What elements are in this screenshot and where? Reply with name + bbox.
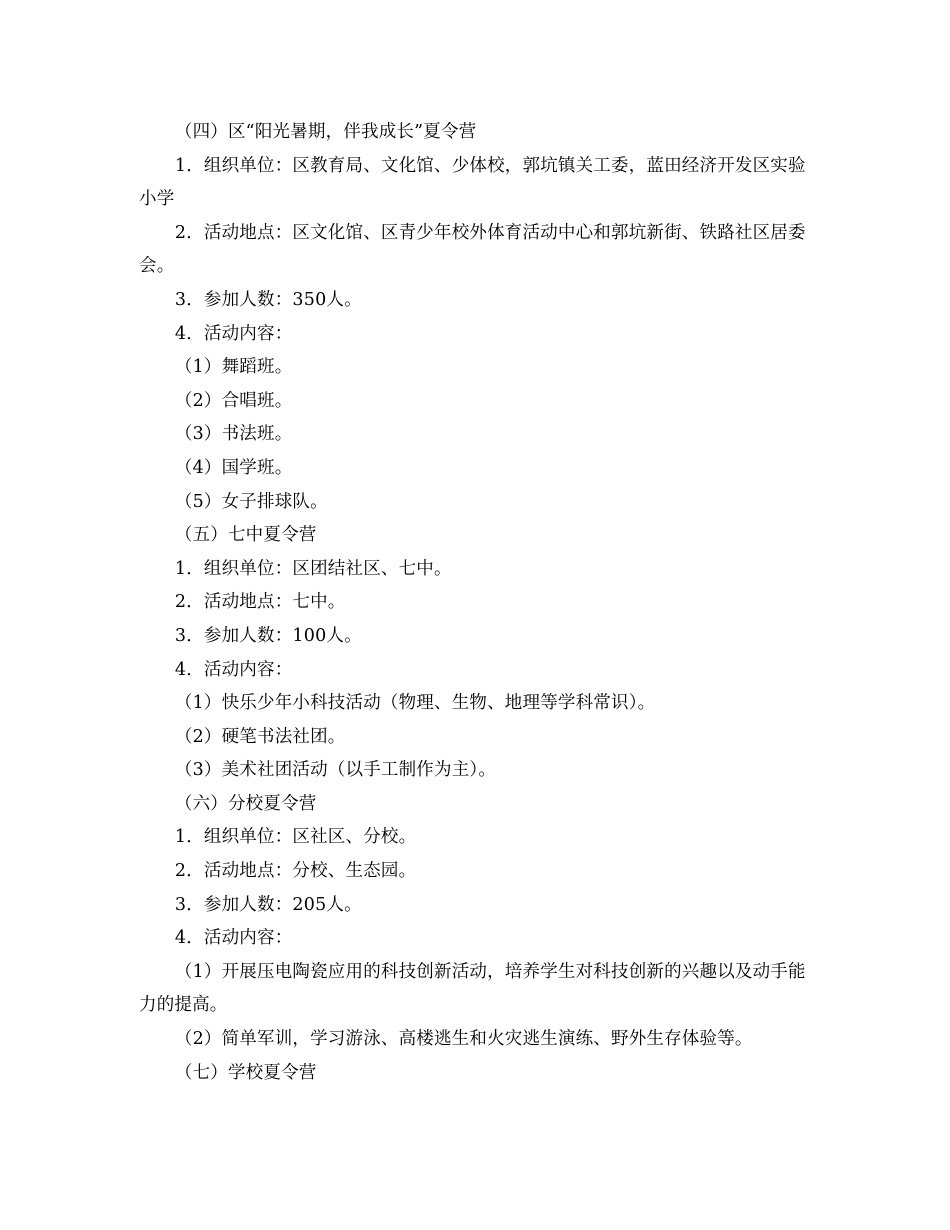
list-item: （1）舞蹈班。 bbox=[174, 357, 293, 378]
list-item: （3）美术社团活动（以手工制作为主）。 bbox=[174, 760, 497, 781]
paragraph-organizer: 1．组织单位：区社区、分校。 bbox=[174, 827, 417, 848]
paragraph-content-title: 4．活动内容： bbox=[174, 659, 293, 680]
paragraph-organizer: 1．组织单位：区团结社区、七中。 bbox=[174, 558, 452, 579]
paragraph-organizer: 1．组织单位：区教育局、文化馆、少体校，郭坑镇关工委，蓝田经济开发区实验小学 bbox=[139, 155, 806, 210]
list-item: （5）女子排球队。 bbox=[174, 491, 328, 512]
list-item: （2）硬笔书法社团。 bbox=[174, 726, 346, 747]
paragraph-location: 2．活动地点：分校、生态园。 bbox=[174, 861, 417, 882]
paragraph-content-title: 4．活动内容： bbox=[174, 928, 293, 949]
section-heading-6: （六）分校夏令营 bbox=[174, 793, 317, 814]
paragraph-participants: 3．参加人数：100人。 bbox=[174, 625, 362, 646]
list-item: （3）书法班。 bbox=[174, 424, 293, 445]
list-item: （2）简单军训，学习游泳、高楼逃生和火灾逃生演练、野外生存体验等。 bbox=[174, 1029, 753, 1050]
document-body bbox=[139, 116, 819, 1090]
list-item: （1）开展压电陶瓷应用的科技创新活动，培养学生对科技创新的兴趣以及动手能力的提高。 bbox=[139, 961, 806, 1016]
paragraph-participants: 3．参加人数：205人。 bbox=[174, 894, 362, 915]
paragraph-location: 2．活动地点：区文化馆、区青少年校外体育活动中心和郭坑新街、铁路社区居委会。 bbox=[139, 222, 806, 277]
paragraph-location: 2．活动地点：七中。 bbox=[174, 592, 346, 613]
list-item: （1）快乐少年小科技活动（物理、生物、地理等学科常识）。 bbox=[174, 693, 656, 714]
section-heading-5: （五）七中夏令营 bbox=[174, 525, 317, 546]
paragraph-participants: 3．参加人数：350人。 bbox=[174, 289, 362, 310]
list-item: （4）国学班。 bbox=[174, 457, 293, 478]
paragraph-content-title: 4．活动内容： bbox=[174, 323, 293, 344]
list-item: （2）合唱班。 bbox=[174, 390, 293, 411]
section-heading-7: （七）学校夏令营 bbox=[174, 1062, 317, 1083]
section-heading-4: （四）区“阳光暑期，伴我成长”夏令营 bbox=[174, 122, 477, 142]
